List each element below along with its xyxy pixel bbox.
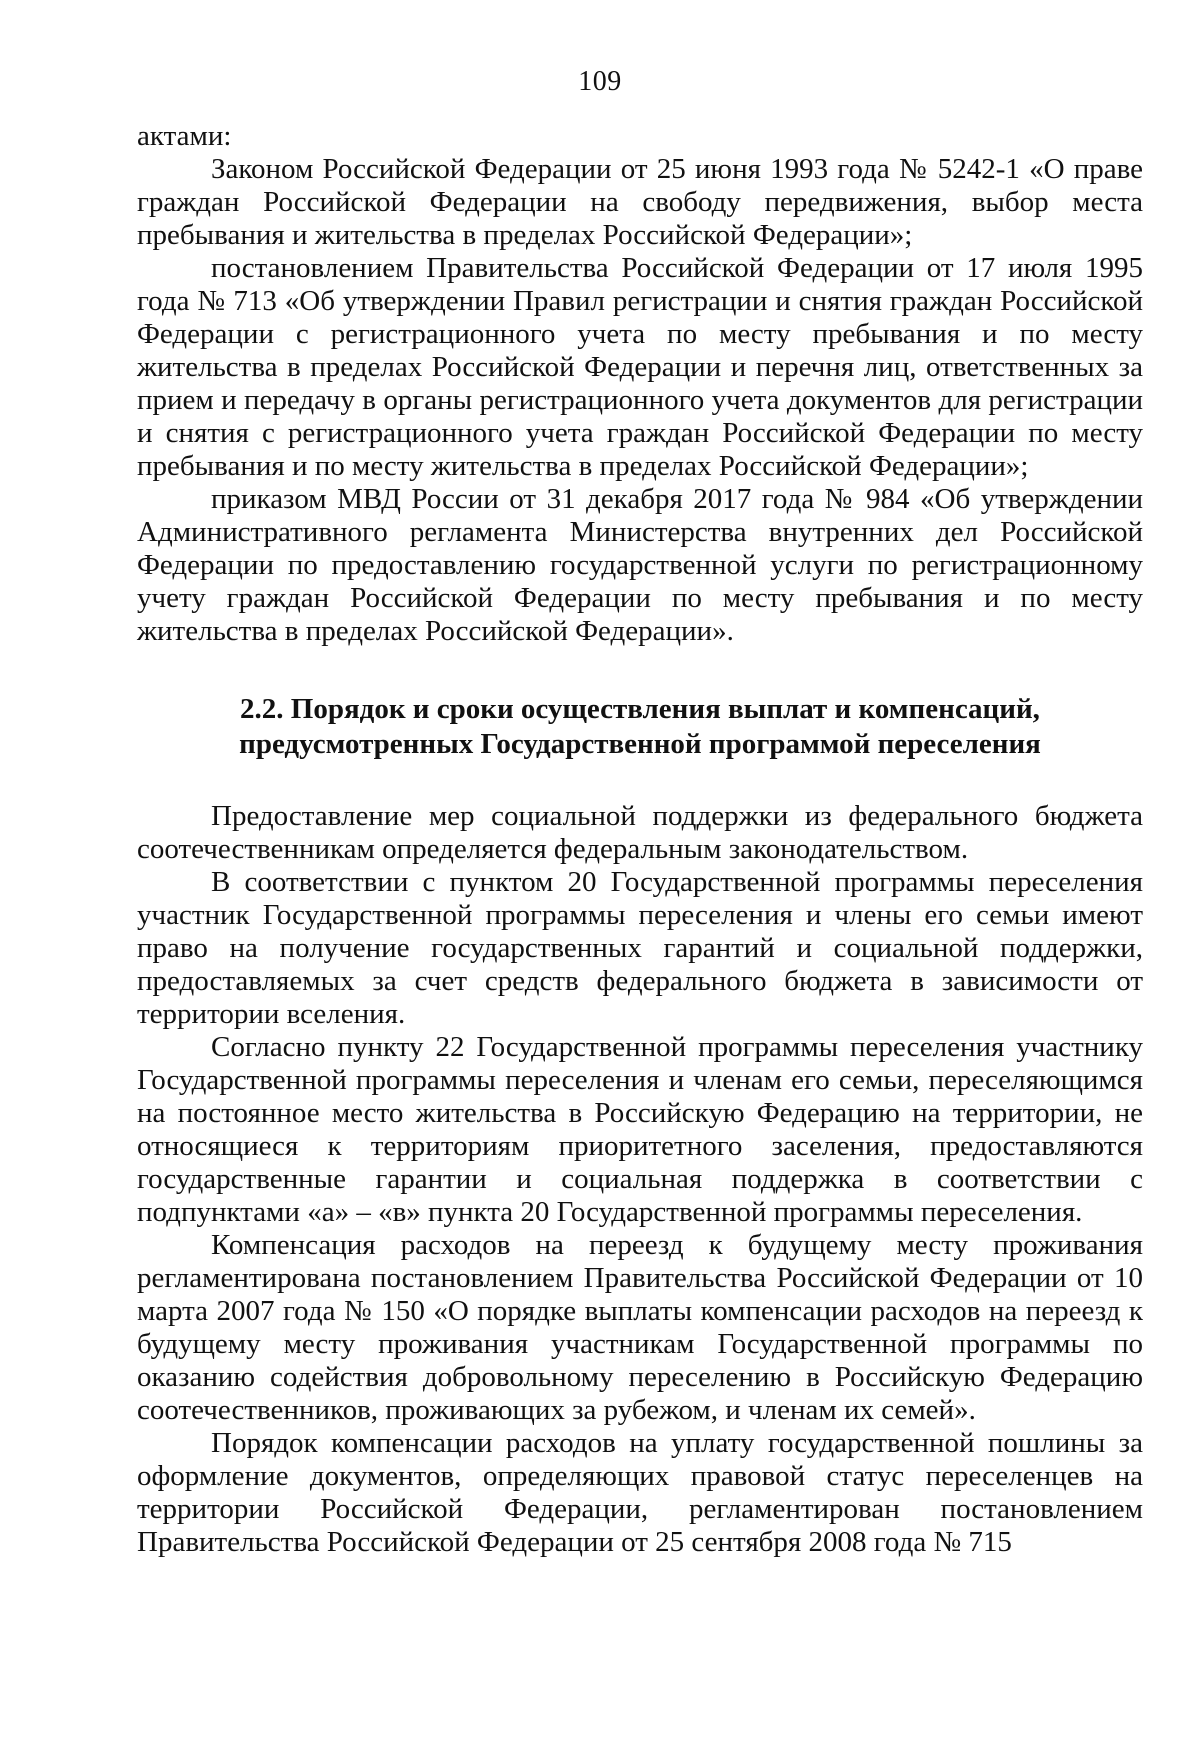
page-number: 109 [578, 66, 622, 97]
paragraph-point-20: В соответствии с пунктом 20 Государственной программы переселения участник Государственной программы переселения и члены его семьи имеют право на получение государственных гарантий и социальной поддержки, предоставляемых за счет средств федерального бюджета в зависимости от территории вселения. [137, 866, 1143, 1030]
paragraph-order-984: приказом МВД России от 31 декабря 2017 года № 984 «Об утверждении Административного регламента Министерства внутренних дел Российской Федерации по предоставлению государственной услуги по регистрационному учету граждан Российской Федерации по месту пребывания и по месту жительства в пределах Российской Федерации». [137, 483, 1143, 647]
section-heading [137, 692, 1143, 762]
paragraph-relocation-compensation: Компенсация расходов на переезд к будущему месту проживания регламентирована постановлением Правительства Российской Федерации от 10 марта 2007 года № 150 «О порядке выплаты компенсации расходов на переезд к будущему месту проживания участникам Государственной программы по оказанию содействия добровольному переселению в Российскую Федерацию соотечественников, проживающих за рубежом, и членам их семей». [137, 1229, 1143, 1426]
section-heading-line-1: 2.2. Порядок и сроки осуществления выплат и компенсаций, [240, 693, 1040, 725]
document-body [137, 120, 1143, 1559]
section-heading-line-2: предусмотренных Государственной программой переселения [239, 728, 1041, 760]
paragraph-continuation: актами: [137, 120, 232, 152]
paragraph-point-22: Согласно пункту 22 Государственной программы переселения участнику Государственной программы переселения и членам его семьи, переселяющимся на постоянное место жительства в Российскую Федерацию на территории, не относящиеся к территориям приоритетного заселения, предоставляются государственные гарантии и социальная поддержка в соответствии с подпунктами «а» – «в» пункта 20 Государственной программы переселения. [137, 1031, 1143, 1228]
paragraph-resolution-713: постановлением Правительства Российской Федерации от 17 июля 1995 года № 713 «Об утверждении Правил регистрации и снятия граждан Российской Федерации с регистрационного учета по месту пребывания и по месту жительства в пределах Российской Федерации и перечня лиц, ответственных за прием и передачу в органы регистрационного учета документов для регистрации и снятия с регистрационного учета граждан Российской Федерации по месту пребывания и по месту жительства в пределах Российской Федерации»; [137, 252, 1143, 482]
paragraph-social-support: Предоставление мер социальной поддержки из федерального бюджета соотечественникам определяется федеральным законодательством. [137, 800, 1143, 865]
paragraph-state-duty-compensation: Порядок компенсации расходов на уплату государственной пошлины за оформление документов, определяющих правовой статус переселенцев на территории Российской Федерации, регламентирован постановлением Правительства Российской Федерации от 25 сентября 2008 года № 715 [137, 1427, 1143, 1558]
paragraph-law-5242-1: Законом Российской Федерации от 25 июня 1993 года № 5242-1 «О праве граждан Российской Федерации на свободу передвижения, выбор места пребывания и жительства в пределах Российской Федерации»; [137, 153, 1143, 251]
